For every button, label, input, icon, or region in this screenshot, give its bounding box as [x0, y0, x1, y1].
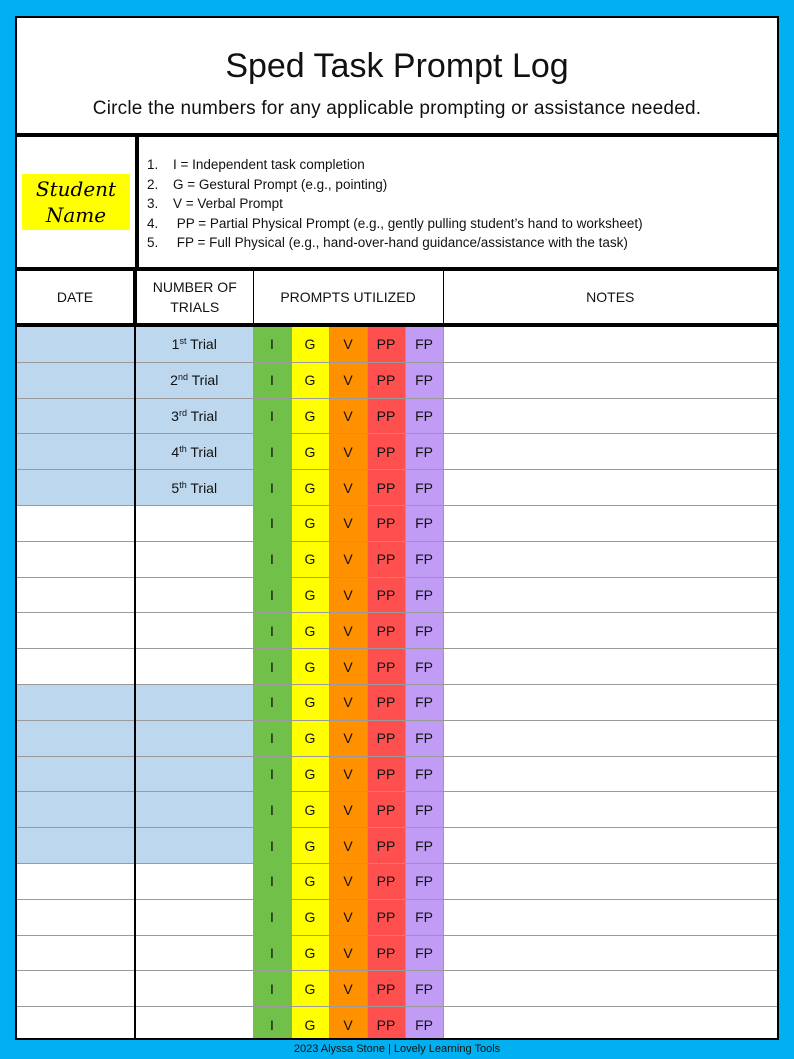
- date-cell[interactable]: [17, 684, 135, 720]
- notes-cell[interactable]: [443, 325, 777, 362]
- prompt-cell-i[interactable]: I: [253, 792, 291, 828]
- notes-cell[interactable]: [443, 863, 777, 899]
- prompt-cell-g[interactable]: G: [291, 613, 329, 649]
- prompt-cell-i[interactable]: I: [253, 505, 291, 541]
- prompt-cell-fp[interactable]: FP: [405, 470, 443, 506]
- date-cell[interactable]: [17, 1007, 135, 1040]
- prompt-cell-i[interactable]: I: [253, 398, 291, 434]
- notes-cell[interactable]: [443, 470, 777, 506]
- student-name-cell: [17, 137, 139, 267]
- notes-cell[interactable]: [443, 577, 777, 613]
- prompt-cell-fp[interactable]: FP: [405, 505, 443, 541]
- footer-credit: 2023 Alyssa Stone | Lovely Learning Tools: [293, 1043, 501, 1055]
- prompt-cell-g[interactable]: G: [291, 1007, 329, 1040]
- date-cell[interactable]: [17, 899, 135, 935]
- prompt-cell-fp[interactable]: FP: [405, 325, 443, 362]
- prompt-cell-g[interactable]: G: [291, 756, 329, 792]
- prompt-cell-i[interactable]: I: [253, 899, 291, 935]
- table-row: [17, 935, 777, 971]
- trial-cell[interactable]: [135, 649, 253, 685]
- trial-cell[interactable]: [135, 899, 253, 935]
- table-row: [17, 434, 777, 470]
- trial-number: 5: [171, 479, 180, 496]
- legend-number: 1.: [147, 157, 159, 172]
- trial-word: Trial: [186, 336, 217, 353]
- prompt-cell-i[interactable]: I: [253, 577, 291, 613]
- prompt-cell-v[interactable]: V: [329, 756, 367, 792]
- table-row: [17, 505, 777, 541]
- prompt-cell-g[interactable]: G: [291, 541, 329, 577]
- prompt-cell-fp[interactable]: FP: [405, 613, 443, 649]
- prompt-cell-i[interactable]: I: [253, 325, 291, 362]
- trial-cell[interactable]: [135, 505, 253, 541]
- prompt-cell-pp[interactable]: PP: [367, 577, 405, 613]
- date-cell[interactable]: [17, 541, 135, 577]
- prompt-cell-pp[interactable]: PP: [367, 720, 405, 756]
- date-cell[interactable]: [17, 756, 135, 792]
- prompt-cell-g[interactable]: G: [291, 935, 329, 971]
- prompt-cell-pp[interactable]: PP: [367, 470, 405, 506]
- prompt-cell-fp[interactable]: FP: [405, 828, 443, 864]
- prompt-cell-v[interactable]: V: [329, 649, 367, 685]
- prompt-cell-v[interactable]: V: [329, 398, 367, 434]
- prompt-cell-v[interactable]: V: [329, 470, 367, 506]
- table-row: [17, 541, 777, 577]
- prompt-cell-v[interactable]: V: [329, 720, 367, 756]
- prompt-cell-pp[interactable]: PP: [367, 863, 405, 899]
- trial-cell[interactable]: [135, 613, 253, 649]
- table-row: [17, 1007, 777, 1040]
- prompt-cell-g[interactable]: G: [291, 577, 329, 613]
- trial-word: Trial: [186, 479, 218, 496]
- legend-number: 3.: [147, 196, 159, 211]
- legend-item: [147, 214, 643, 234]
- table-row: [17, 828, 777, 864]
- trial-cell[interactable]: [135, 828, 253, 864]
- legend-text: FP = Full Physical (e.g., hand-over-hand guidance/assistance with the task): [173, 235, 628, 250]
- table-row: [17, 756, 777, 792]
- date-cell[interactable]: [17, 649, 135, 685]
- prompt-cell-pp[interactable]: PP: [367, 935, 405, 971]
- legend-item: [147, 155, 643, 175]
- prompt-cell-pp[interactable]: PP: [367, 684, 405, 720]
- legend-number: 5.: [147, 235, 159, 250]
- prompt-cell-pp[interactable]: PP: [367, 325, 405, 362]
- prompt-cell-g[interactable]: G: [291, 792, 329, 828]
- notes-cell[interactable]: [443, 971, 777, 1007]
- trial-ordinal-suffix: rd: [178, 407, 187, 418]
- prompt-cell-v[interactable]: V: [329, 362, 367, 398]
- legend-number: 2.: [147, 176, 159, 192]
- date-cell[interactable]: [17, 720, 135, 756]
- notes-cell[interactable]: [443, 434, 777, 470]
- prompt-cell-i[interactable]: I: [253, 649, 291, 685]
- trial-cell[interactable]: [135, 863, 253, 899]
- prompt-cell-v[interactable]: V: [329, 792, 367, 828]
- table-row: [17, 362, 777, 398]
- trials-header-line2: TRIALS: [170, 299, 220, 315]
- prompt-cell-i[interactable]: I: [253, 971, 291, 1007]
- date-cell[interactable]: [17, 434, 135, 470]
- prompt-cell-v[interactable]: V: [329, 434, 367, 470]
- trial-ordinal-suffix: th: [179, 443, 187, 454]
- table-header-row: [17, 271, 777, 325]
- title-block: [17, 18, 777, 137]
- prompt-cell-pp[interactable]: PP: [367, 398, 405, 434]
- trial-cell[interactable]: [135, 935, 253, 971]
- student-name-label: [22, 174, 130, 230]
- prompt-cell-pp[interactable]: PP: [367, 899, 405, 935]
- table-row: [17, 325, 777, 362]
- prompt-cell-v[interactable]: V: [329, 971, 367, 1007]
- table-row: [17, 470, 777, 506]
- prompt-cell-g[interactable]: G: [291, 362, 329, 398]
- prompt-cell-fp[interactable]: FP: [405, 684, 443, 720]
- prompts-header: PROMPTS UTILIZED: [253, 271, 443, 325]
- prompt-cell-i[interactable]: I: [253, 362, 291, 398]
- notes-cell[interactable]: [443, 720, 777, 756]
- notes-cell[interactable]: [443, 792, 777, 828]
- prompt-cell-v[interactable]: V: [329, 863, 367, 899]
- prompt-cell-g[interactable]: G: [291, 684, 329, 720]
- notes-cell[interactable]: [443, 613, 777, 649]
- prompt-cell-pp[interactable]: PP: [367, 971, 405, 1007]
- prompt-cell-v[interactable]: V: [329, 684, 367, 720]
- prompt-cell-pp[interactable]: PP: [367, 828, 405, 864]
- table-row: [17, 398, 777, 434]
- table-row: [17, 684, 777, 720]
- prompt-cell-fp[interactable]: FP: [405, 720, 443, 756]
- notes-cell[interactable]: [443, 899, 777, 935]
- date-cell[interactable]: [17, 613, 135, 649]
- trial-word: Trial: [186, 443, 218, 460]
- prompt-cell-g[interactable]: G: [291, 325, 329, 362]
- prompt-cell-v[interactable]: V: [329, 1007, 367, 1040]
- notes-header: NOTES: [443, 271, 777, 325]
- date-header: DATE: [17, 271, 135, 325]
- page-title: Sped Task Prompt Log: [225, 47, 569, 85]
- trial-cell[interactable]: [135, 541, 253, 577]
- trial-cell[interactable]: [135, 756, 253, 792]
- trial-word: Trial: [186, 407, 218, 424]
- notes-cell[interactable]: [443, 1007, 777, 1040]
- trial-cell[interactable]: [135, 470, 253, 506]
- table-row: [17, 971, 777, 1007]
- date-cell[interactable]: [17, 828, 135, 864]
- prompt-cell-fp[interactable]: FP: [405, 398, 443, 434]
- trial-cell[interactable]: [135, 1007, 253, 1040]
- trial-number: 2: [170, 372, 178, 389]
- trial-cell[interactable]: [135, 577, 253, 613]
- trial-cell[interactable]: [135, 971, 253, 1007]
- prompt-cell-fp[interactable]: FP: [405, 362, 443, 398]
- prompt-cell-i[interactable]: I: [253, 684, 291, 720]
- trial-number: 3: [171, 407, 179, 424]
- trial-cell[interactable]: [135, 720, 253, 756]
- date-cell[interactable]: [17, 505, 135, 541]
- trial-word: Trial: [187, 372, 219, 389]
- prompt-cell-g[interactable]: G: [291, 720, 329, 756]
- trial-cell[interactable]: [135, 792, 253, 828]
- prompt-log-sheet: [15, 16, 779, 1040]
- notes-cell[interactable]: [443, 684, 777, 720]
- prompt-cell-pp[interactable]: PP: [367, 756, 405, 792]
- prompt-cell-fp[interactable]: FP: [405, 792, 443, 828]
- prompt-cell-i[interactable]: I: [253, 863, 291, 899]
- prompt-cell-v[interactable]: V: [329, 577, 367, 613]
- prompt-cell-fp[interactable]: FP: [405, 935, 443, 971]
- prompt-cell-fp[interactable]: FP: [405, 1007, 443, 1040]
- prompt-cell-v[interactable]: V: [329, 325, 367, 362]
- trial-cell[interactable]: [135, 398, 253, 434]
- prompt-cell-i[interactable]: I: [253, 613, 291, 649]
- legend-item: [147, 233, 643, 253]
- prompt-cell-fp[interactable]: FP: [405, 434, 443, 470]
- notes-cell[interactable]: [443, 935, 777, 971]
- prompt-cell-pp[interactable]: PP: [367, 792, 405, 828]
- trial-ordinal-suffix: th: [179, 479, 187, 490]
- table-body: [17, 325, 777, 1040]
- notes-cell[interactable]: [443, 649, 777, 685]
- prompt-cell-pp[interactable]: PP: [367, 541, 405, 577]
- prompt-cell-fp[interactable]: FP: [405, 971, 443, 1007]
- prompt-cell-fp[interactable]: FP: [405, 541, 443, 577]
- prompt-cell-g[interactable]: G: [291, 828, 329, 864]
- trial-cell[interactable]: [135, 325, 253, 362]
- trial-cell[interactable]: [135, 684, 253, 720]
- prompt-cell-i[interactable]: I: [253, 1007, 291, 1040]
- table-row: [17, 613, 777, 649]
- prompt-cell-pp[interactable]: PP: [367, 1007, 405, 1040]
- prompt-cell-v[interactable]: V: [329, 541, 367, 577]
- prompt-cell-g[interactable]: G: [291, 505, 329, 541]
- prompt-cell-i[interactable]: I: [253, 470, 291, 506]
- prompt-cell-i[interactable]: I: [253, 720, 291, 756]
- date-cell[interactable]: [17, 325, 135, 362]
- legend-item: [147, 175, 643, 195]
- prompt-cell-v[interactable]: V: [329, 935, 367, 971]
- table-row: [17, 792, 777, 828]
- prompt-cell-fp[interactable]: FP: [405, 756, 443, 792]
- legend-text: V = Verbal Prompt: [173, 196, 283, 211]
- prompt-cell-g[interactable]: G: [291, 434, 329, 470]
- student-name-line1: Student: [35, 177, 117, 201]
- prompt-cell-fp[interactable]: FP: [405, 863, 443, 899]
- prompt-cell-pp[interactable]: PP: [367, 649, 405, 685]
- prompt-cell-i[interactable]: I: [253, 828, 291, 864]
- prompt-cell-i[interactable]: I: [253, 935, 291, 971]
- trial-ordinal-suffix: st: [179, 336, 187, 347]
- legend-block: [17, 137, 777, 271]
- table-row: [17, 577, 777, 613]
- trial-cell[interactable]: [135, 434, 253, 470]
- prompt-cell-fp[interactable]: FP: [405, 899, 443, 935]
- prompt-cell-g[interactable]: G: [291, 470, 329, 506]
- prompt-cell-v[interactable]: V: [329, 899, 367, 935]
- prompt-cell-fp[interactable]: FP: [405, 649, 443, 685]
- notes-cell[interactable]: [443, 828, 777, 864]
- prompt-cell-v[interactable]: V: [329, 613, 367, 649]
- notes-cell[interactable]: [443, 505, 777, 541]
- prompt-cell-v[interactable]: V: [329, 828, 367, 864]
- prompt-cell-g[interactable]: G: [291, 899, 329, 935]
- prompt-cell-i[interactable]: I: [253, 756, 291, 792]
- notes-cell[interactable]: [443, 756, 777, 792]
- prompt-cell-g[interactable]: G: [291, 971, 329, 1007]
- date-cell[interactable]: [17, 398, 135, 434]
- date-cell[interactable]: [17, 792, 135, 828]
- prompt-cell-g[interactable]: G: [291, 649, 329, 685]
- prompt-cell-pp[interactable]: PP: [367, 362, 405, 398]
- notes-cell[interactable]: [443, 398, 777, 434]
- trial-ordinal-suffix: nd: [177, 372, 188, 383]
- student-name-line2: Name: [45, 203, 107, 227]
- date-cell[interactable]: [17, 935, 135, 971]
- trial-number: 4: [171, 443, 180, 460]
- prompt-cell-i[interactable]: I: [253, 434, 291, 470]
- date-cell[interactable]: [17, 470, 135, 506]
- prompt-legend: [139, 137, 643, 267]
- table-row: [17, 899, 777, 935]
- page-subtitle: Circle the numbers for any applicable prompting or assistance needed.: [92, 98, 702, 119]
- date-cell[interactable]: [17, 971, 135, 1007]
- table-row: [17, 863, 777, 899]
- table-row: [17, 649, 777, 685]
- prompt-cell-g[interactable]: G: [291, 863, 329, 899]
- trials-header-line1: NUMBER OF: [152, 279, 237, 295]
- notes-cell[interactable]: [443, 362, 777, 398]
- date-cell[interactable]: [17, 577, 135, 613]
- legend-item: [147, 194, 643, 214]
- prompt-cell-pp[interactable]: PP: [367, 434, 405, 470]
- notes-cell[interactable]: [443, 541, 777, 577]
- legend-text: I = Independent task completion: [173, 157, 365, 172]
- prompt-cell-i[interactable]: I: [253, 541, 291, 577]
- prompt-cell-g[interactable]: G: [291, 398, 329, 434]
- prompt-cell-v[interactable]: V: [329, 505, 367, 541]
- prompt-cell-fp[interactable]: FP: [405, 577, 443, 613]
- legend-text: G = Gestural Prompt (e.g., pointing): [173, 176, 388, 192]
- trial-cell[interactable]: [135, 362, 253, 398]
- date-cell[interactable]: [17, 362, 135, 398]
- trials-header: [135, 271, 253, 325]
- prompt-cell-pp[interactable]: PP: [367, 613, 405, 649]
- legend-number: 4.: [147, 215, 159, 231]
- prompt-log-table: [17, 271, 777, 1040]
- table-row: [17, 720, 777, 756]
- legend-text: PP = Partial Physical Prompt (e.g., gently pulling student’s hand to worksheet): [173, 215, 643, 231]
- prompt-cell-pp[interactable]: PP: [367, 505, 405, 541]
- date-cell[interactable]: [17, 863, 135, 899]
- trial-number: 1: [171, 336, 180, 353]
